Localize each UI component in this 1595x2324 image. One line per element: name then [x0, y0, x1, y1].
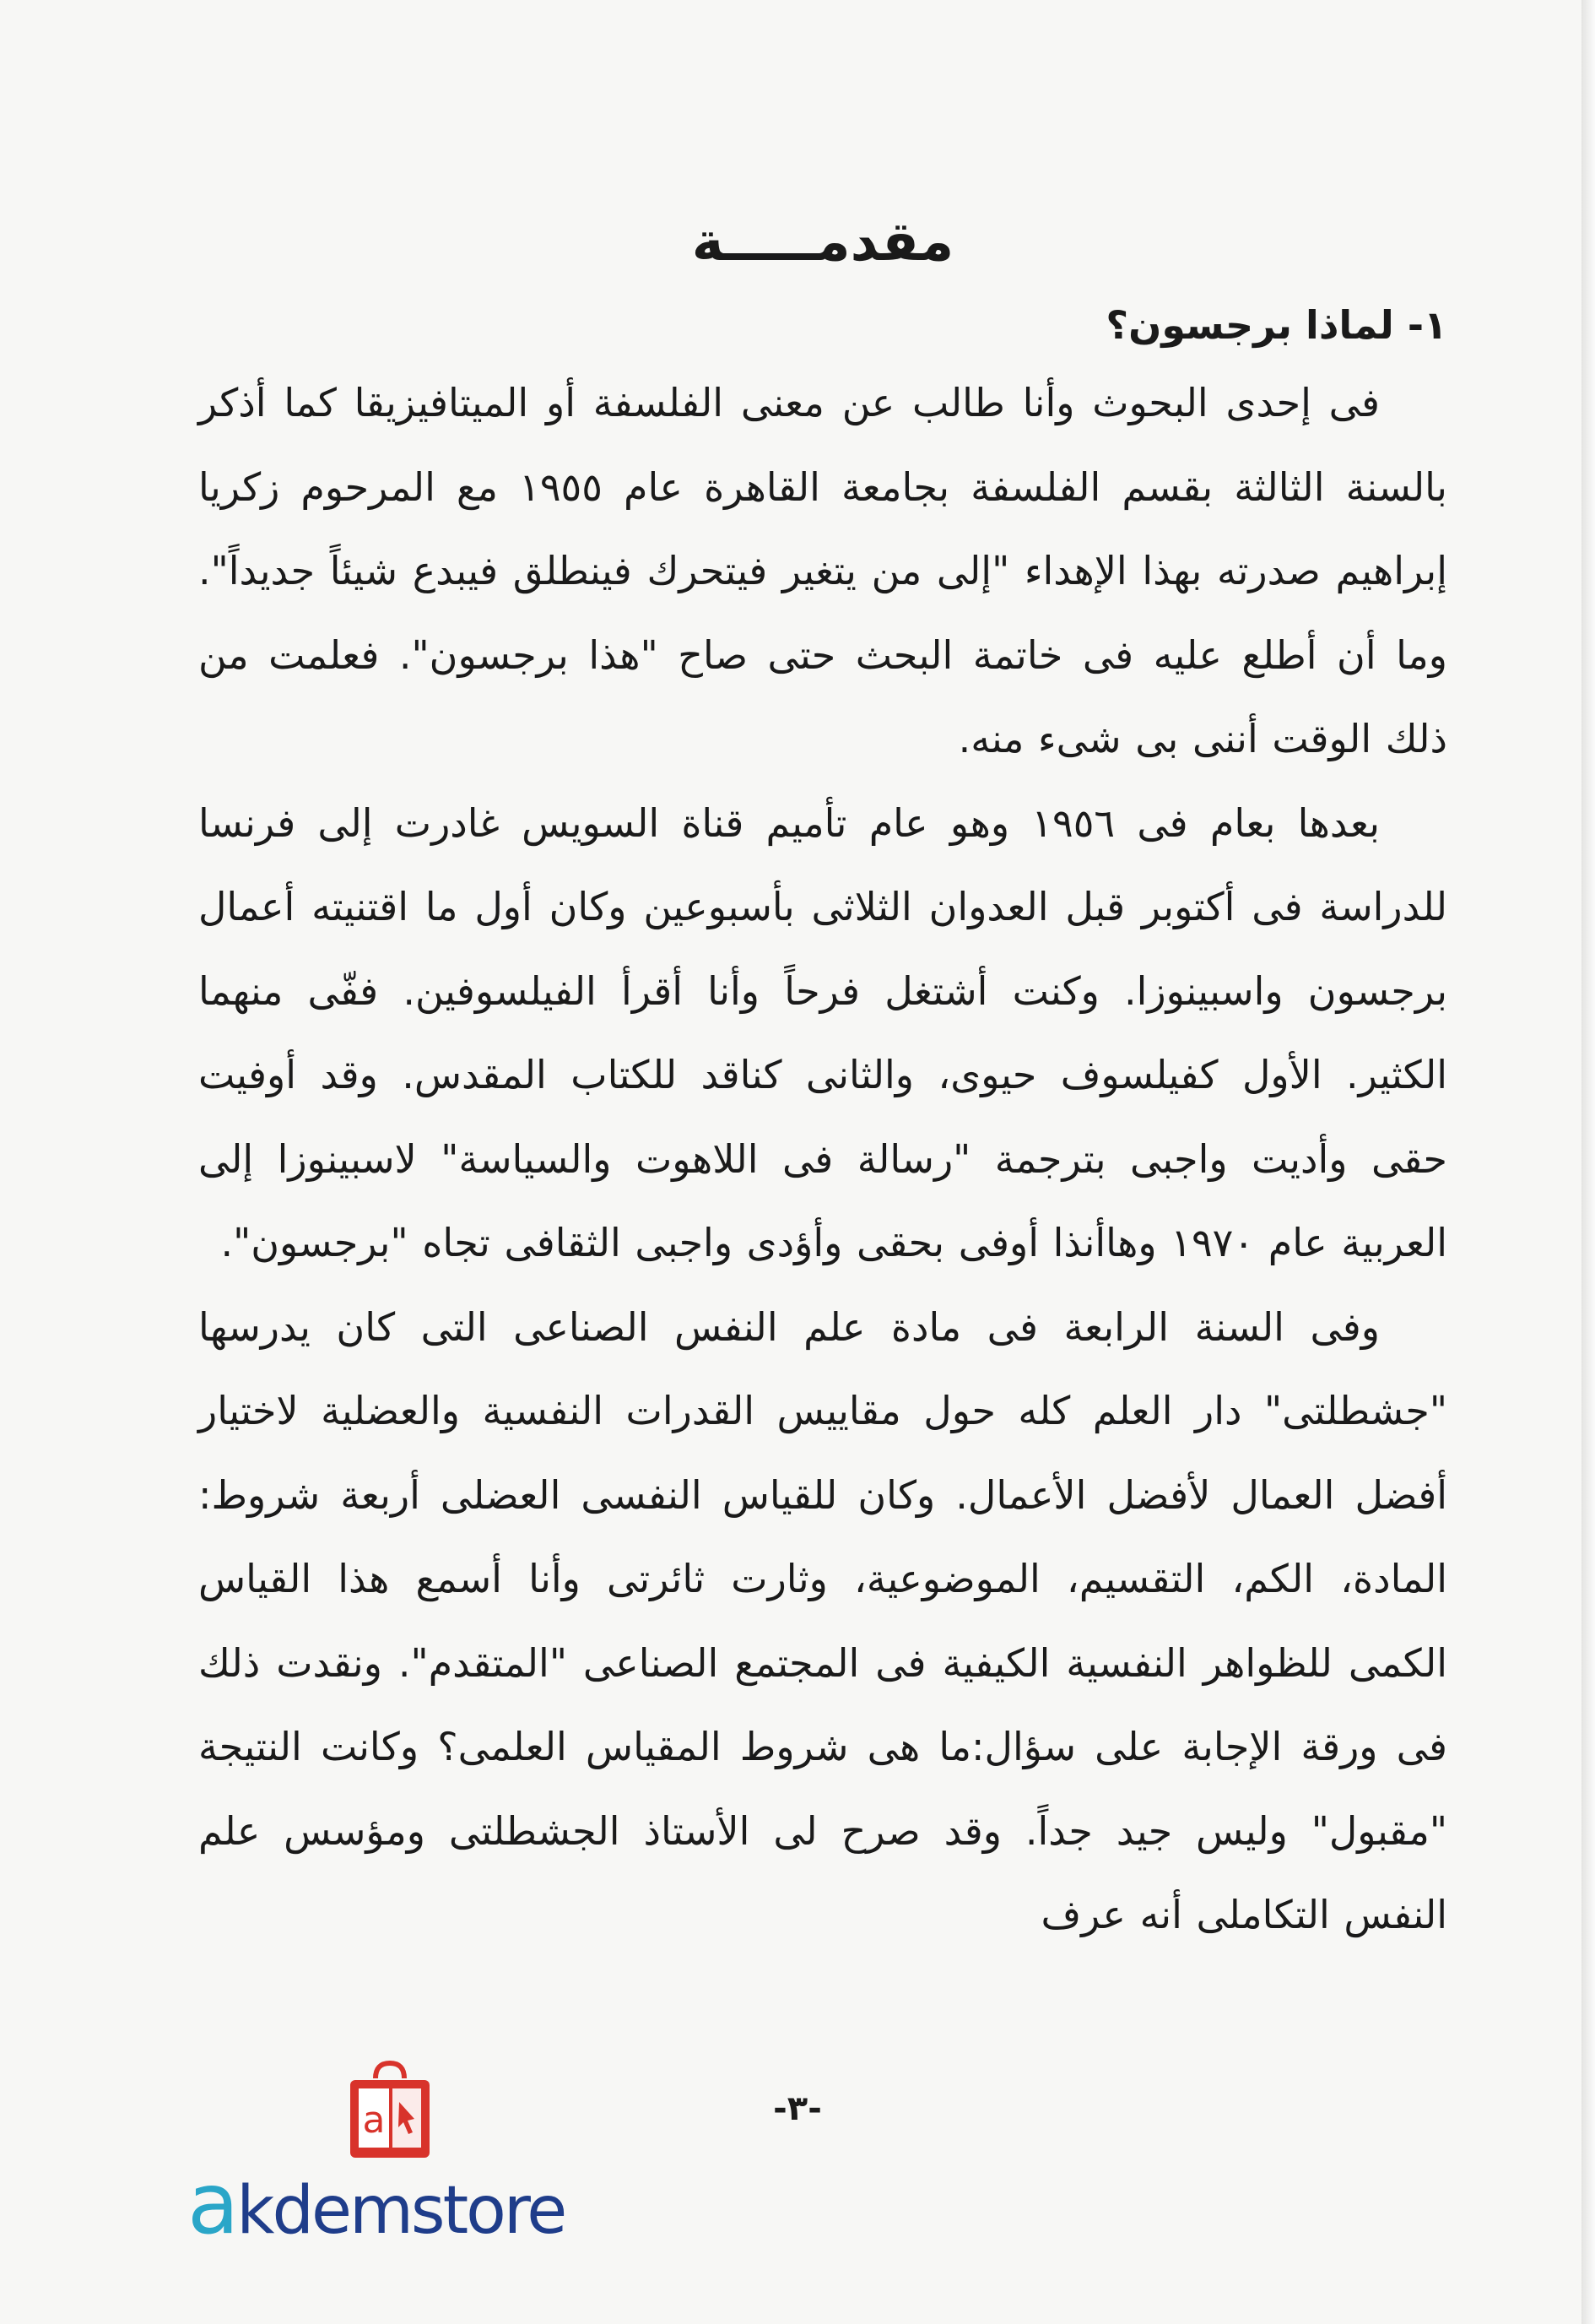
page-title: مقدمـــــة	[691, 211, 954, 274]
scan-edge	[1581, 0, 1595, 2324]
paragraph-2: بعدها بعام فى ١٩٥٦ وهو عام تأميم قناة السويس غادرت إلى فرنسا للدراسة فى أكتوبر قبل العدوان الثلاثى بأسبوعين وكان أول ما اقتنيته أعمال برجسون واسبينوزا. وكنت أشتغل فرحاً وأنا أقرأ الفيلسوفين. ففّى منهما الكثير. الأول كفيلسوف حيوى، والثانى كناقد للكتاب المقدس. وقد أوفيت حقى وأديت واجبى بترجمة "رسالة فى اللاهوت والسياسة" لاسبينوزا إلى العربية عام ١٩٧٠ وهاأنذا أوفى بحقى وأؤدى واجبى الثقافى تجاه "برجسون".	[198, 799, 1447, 1265]
bag-letter: a	[362, 2099, 386, 2142]
watermark-text-rest: kdemstore	[236, 2173, 565, 2249]
book-bag-logo-icon	[343, 2060, 436, 2161]
section-heading: ١- لماذا برجسون؟	[1106, 302, 1447, 348]
paragraph-1: فى إحدى البحوث وأنا طالب عن معنى الفلسفة أو الميتافيزيقا كما أذكر بالسنة الثالثة بقسم الفلسفة بجامعة القاهرة عام ١٩٥٥ مع المرحوم زكريا إبراهيم صدرته بهذا الإهداء "إلى من يتغير فيتحرك فينطلق فيبدع شيئاً جديداً". وما أن أطلع عليه فى خاتمة البحث حتى صاح "هذا برجسون". فعلمت من ذلك الوقت أننى بى شىء منه.	[198, 380, 1447, 761]
page-number: -٣-	[773, 2089, 822, 2128]
watermark-text-a: a	[187, 2154, 237, 2253]
paragraph-3: وفى السنة الرابعة فى مادة علم النفس الصناعى التى كان يدرسها "جشطلتى" دار العلم كله حول مقاييس القدرات النفسية والعضلية لاختيار أفضل العمال لأفضل الأعمال. وكان للقياس النفسى العضلى أربعة شروط: المادة، الكم، التقسيم، الموضوعية، وثارت ثائرتى وأنا أسمع هذا القياس الكمى للظواهر النفسية الكيفية فى المجتمع الصناعى "المتقدم". ونقدت ذلك فى ورقة الإجابة على سؤال:ما هى شروط المقياس العلمى؟ وكانت النتيجة "مقبول" وليس جيد جداً. وقد صرح لى الأستاذ الجشطلتى ومؤسس علم النفس التكاملى أنه عرف	[198, 1303, 1447, 1937]
akdemstore-watermark	[187, 2060, 601, 2253]
watermark-text	[187, 2154, 565, 2253]
document-page	[198, 211, 1447, 1958]
